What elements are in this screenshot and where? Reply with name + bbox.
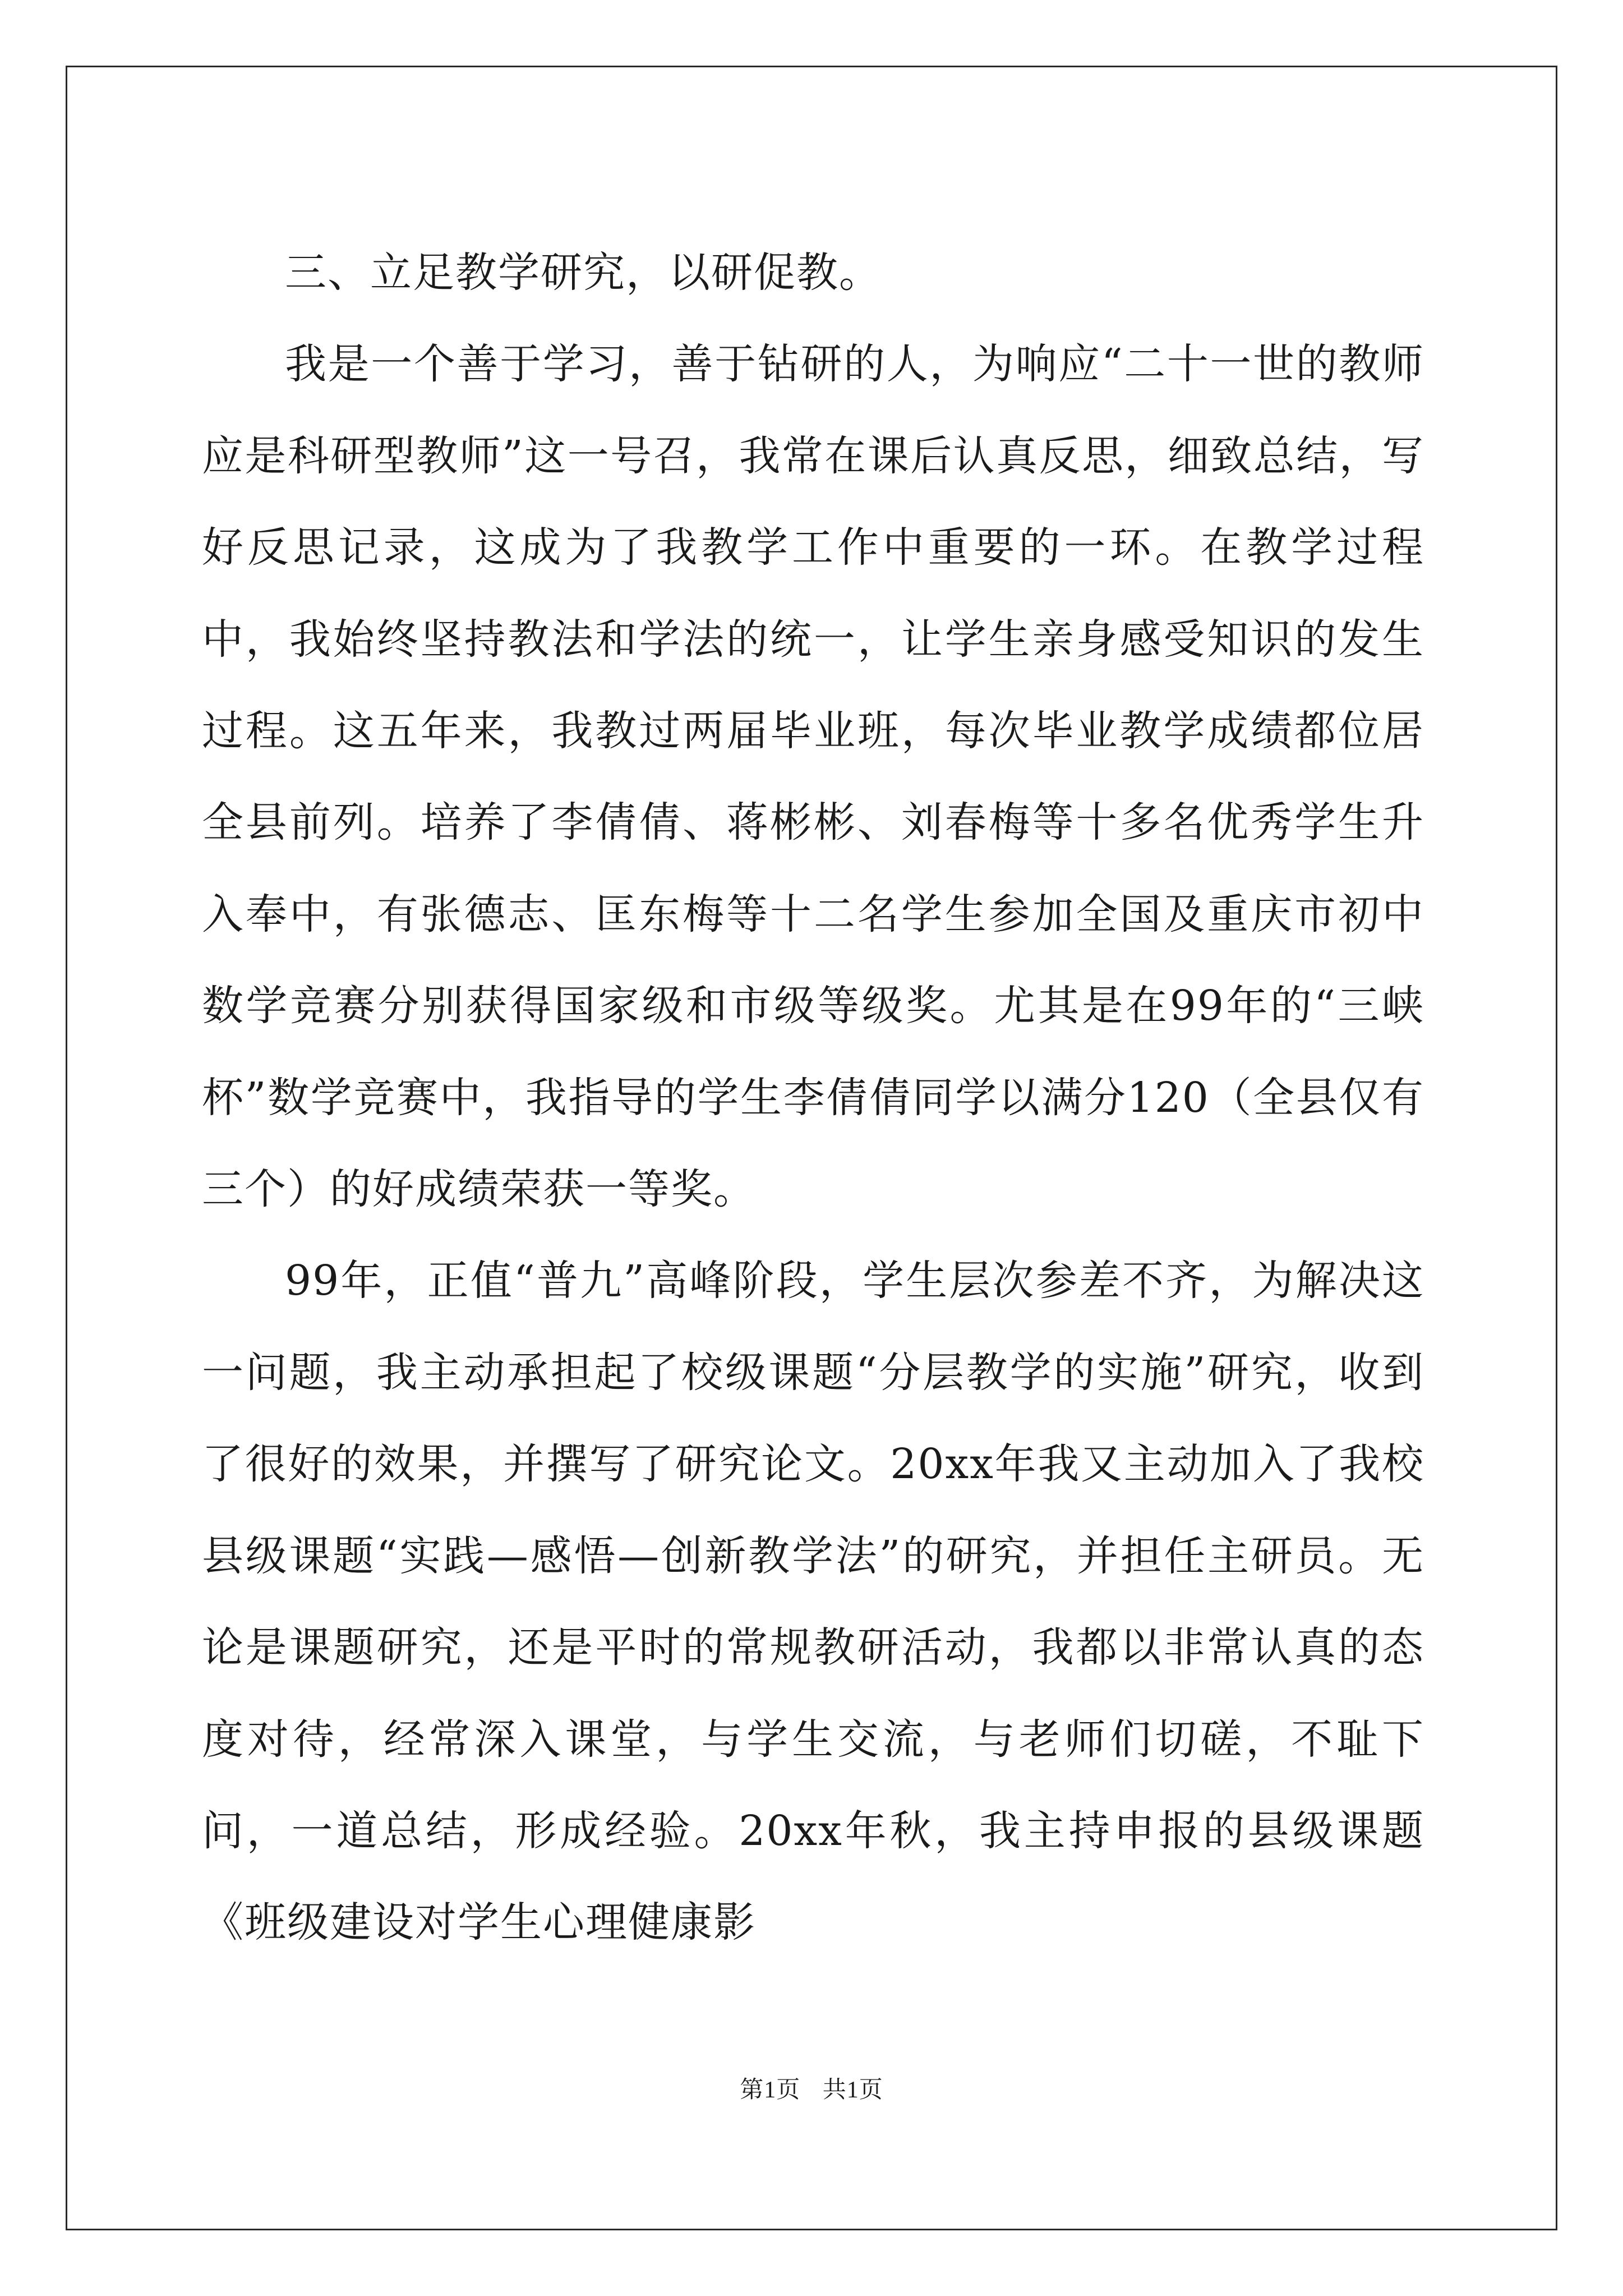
page-number: 第1页 [740,2077,801,2103]
paragraph-research-projects: 99年，正值“普九”高峰阶段，学生层次参差不齐，为解决这一问题，我主动承担起了校级课题“分层教学的实施”研究，收到了很好的效果，并撰写了研究论文。20xx年我又主动加入了我校县级课题“实践—感悟—创新教学法”的研究，并担任主研员。无论是课题研究，还是平时的常规教研活动，我都以非常认真的态度对待，经常深入课堂，与学生交流，与老师们切磋，不耻下问，一道总结，形成经验。20xx年秋，我主持申报的县级课题《班级建设对学生心理健康影 [202,1257,1424,1947]
page-total: 共1页 [822,2077,883,2103]
page-footer [0,2071,1623,2105]
document-body [202,227,1424,1969]
section-heading: 三、立足教学研究，以研促教。 [285,249,882,297]
paragraph-research-reflection: 我是一个善于学习，善于钻研的人，为响应“二十一世的教师应是科研型教师”这一号召，我常在课后认真反思，细致总结，写好反思记录，这成为了我教学工作中重要的一环。在教学过程中，我始终坚持教法和学法的统一，让学生亲身感受知识的发生过程。这五年来，我教过两届毕业班，每次毕业教学成绩都位居全县前列。培养了李倩倩、蒋彬彬、刘春梅等十多名优秀学生升入奉中，有张德志、匡东梅等十二名学生参加全国及重庆市初中数学竞赛分别获得国家级和市级等级奖。尤其是在99年的“三峡杯”数学竞赛中，我指导的学生李倩倩同学以满分120（全县仅有三个）的好成绩荣获一等奖。 [202,340,1424,1214]
